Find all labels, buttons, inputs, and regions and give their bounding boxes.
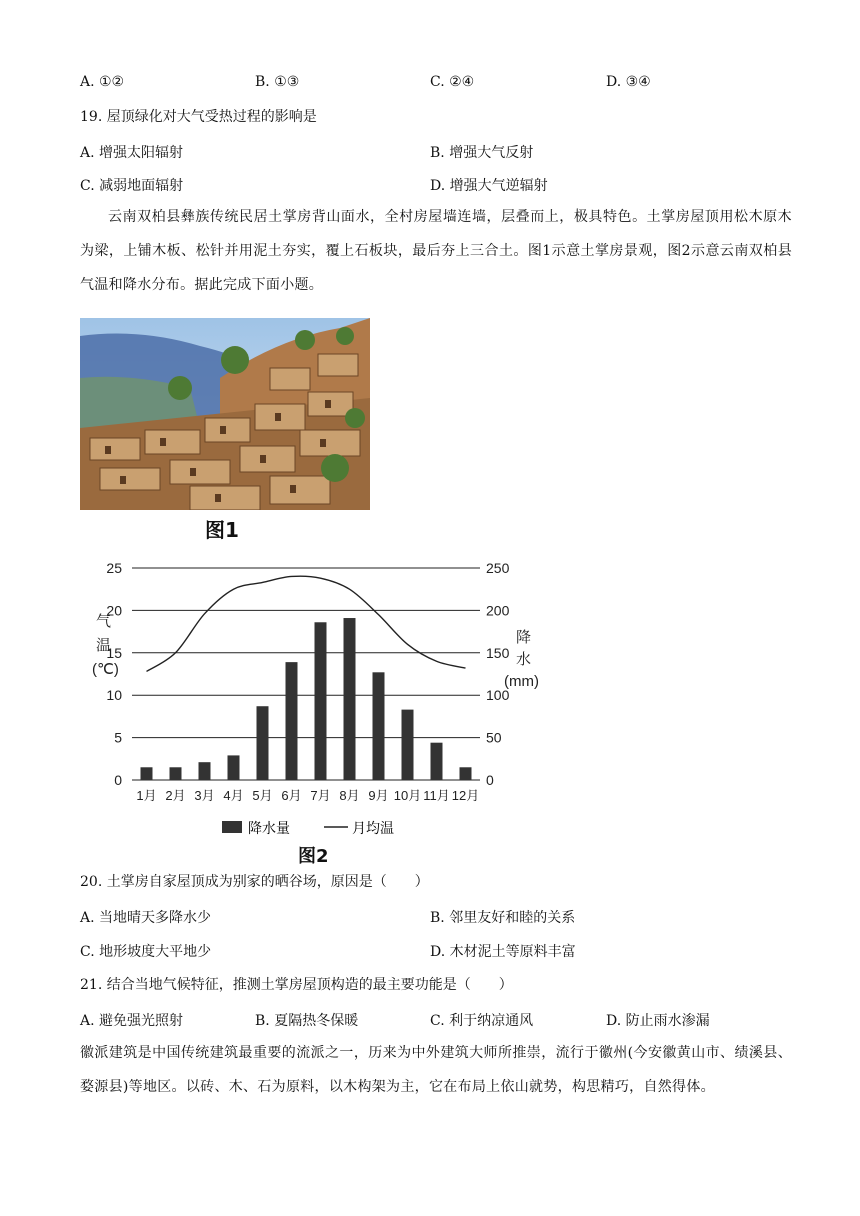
x-axis-month-label: 5月	[252, 788, 273, 803]
q19-option-c: C. 减弱地面辐射	[80, 178, 184, 194]
precip-bar	[199, 762, 211, 780]
right-axis-title: 降	[516, 629, 532, 646]
q19-option-d: D. 增强大气逆辐射	[430, 178, 548, 194]
q20-option-c: C. 地形坡度大平地少	[80, 944, 212, 960]
temperature-line	[147, 576, 466, 671]
passage-text: 云南双柏县彝族传统民居土掌房背山面水，全村房屋墙连墙，层叠而上，极具特色。土掌房屋顶用松木原木为梁，上铺木板、松针并用泥土夯实，覆上石板块，最后夯上三合土。图1示意土掌房景观，图2示意云南双柏县气温和降水分布。据此完成下面小题。	[80, 209, 792, 293]
q18-option-b: B. ①③	[255, 74, 300, 90]
right-axis-title: 水	[516, 651, 532, 668]
q18-option-d: D. ③④	[606, 74, 651, 90]
left-axis-tick-label: 15	[106, 644, 122, 661]
precip-bar	[344, 618, 356, 780]
precip-bar	[315, 622, 327, 780]
q19-option-b: B. 增强大气反射	[430, 145, 534, 161]
q21-option-d: D. 防止雨水渗漏	[606, 1013, 710, 1029]
figure1-photo	[80, 318, 370, 510]
q21-option-c: C. 利于纳凉通风	[430, 1013, 534, 1029]
q18-option-a: A. ①②	[80, 74, 125, 90]
left-axis-title: 气	[96, 613, 112, 630]
q20-option-d: D. 木材泥土等原料丰富	[430, 944, 576, 960]
x-axis-month-label: 4月	[223, 788, 244, 803]
x-axis-month-label: 11月	[423, 788, 450, 803]
left-axis-title: 温	[96, 637, 112, 654]
precip-bar	[170, 767, 182, 780]
q20-option-b: B. 邻里友好和睦的关系	[430, 910, 576, 926]
q18-option-c: C. ②④	[430, 74, 475, 90]
x-axis-month-label: 9月	[368, 788, 389, 803]
x-axis-month-label: 12月	[451, 788, 480, 803]
x-axis-month-label: 1月	[136, 788, 157, 803]
x-axis-month-label: 7月	[310, 788, 331, 803]
right-axis-title: (mm)	[504, 673, 539, 690]
q20-option-a: A. 当地晴天多降水少	[80, 910, 212, 926]
figure1-caption: 图1	[205, 518, 239, 542]
q21-stem: 21. 结合当地气候特征，推测土掌房屋顶构造的最主要功能是（ ）	[80, 977, 513, 993]
q21-option-a: A. 避免强光照射	[80, 1013, 184, 1029]
figure2-caption: 图2	[298, 846, 329, 867]
right-axis-tick-label: 150	[486, 644, 510, 661]
climate-chart	[80, 556, 580, 866]
left-axis-tick-label: 0	[114, 772, 122, 788]
q19-option-a: A. 增强太阳辐射	[80, 145, 184, 161]
legend-bar-swatch	[222, 821, 242, 833]
passage2-text: 徽派建筑是中国传统建筑最重要的流派之一，历来为中外建筑大师所推崇，流行于徽州(今安徽黄山市、绩溪县、婺源县)等地区。以砖、木、石为原料，以木构架为主，它在布局上依山就势，构思精巧，自然得体。	[80, 1045, 792, 1095]
precip-bar	[286, 662, 298, 780]
q19-stem: 19. 屋顶绿化对大气受热过程的影响是	[80, 109, 317, 125]
precip-bar	[402, 710, 414, 780]
right-axis-tick-label: 100	[486, 687, 510, 704]
right-axis-tick-label: 0	[486, 772, 494, 788]
precip-bar	[257, 706, 269, 780]
x-axis-month-label: 3月	[194, 788, 215, 803]
legend-temp-label: 月均温	[352, 820, 394, 836]
x-axis-month-label: 2月	[165, 788, 186, 803]
right-axis-tick-label: 250	[486, 560, 510, 576]
precip-bar	[228, 755, 240, 780]
left-axis-title: (℃)	[92, 661, 119, 678]
x-axis-month-label: 10月	[393, 788, 422, 803]
left-axis-tick-label: 25	[106, 560, 122, 576]
precip-bar	[460, 767, 472, 780]
left-axis-tick-label: 5	[114, 729, 122, 746]
left-axis-tick-label: 10	[106, 687, 122, 704]
x-axis-month-label: 6月	[281, 788, 302, 803]
x-axis-month-label: 8月	[339, 788, 360, 803]
right-axis-tick-label: 200	[486, 602, 510, 619]
precip-bar	[373, 672, 385, 780]
precip-bar	[431, 743, 443, 780]
right-axis-tick-label: 50	[486, 729, 502, 746]
left-axis-tick-label: 20	[106, 602, 122, 619]
q21-option-b: B. 夏隔热冬保暖	[255, 1013, 359, 1029]
precip-bar	[141, 767, 153, 780]
q20-stem: 20. 土掌房自家屋顶成为别家的晒谷场，原因是（ ）	[80, 874, 429, 890]
legend-precip-label: 降水量	[248, 820, 290, 836]
